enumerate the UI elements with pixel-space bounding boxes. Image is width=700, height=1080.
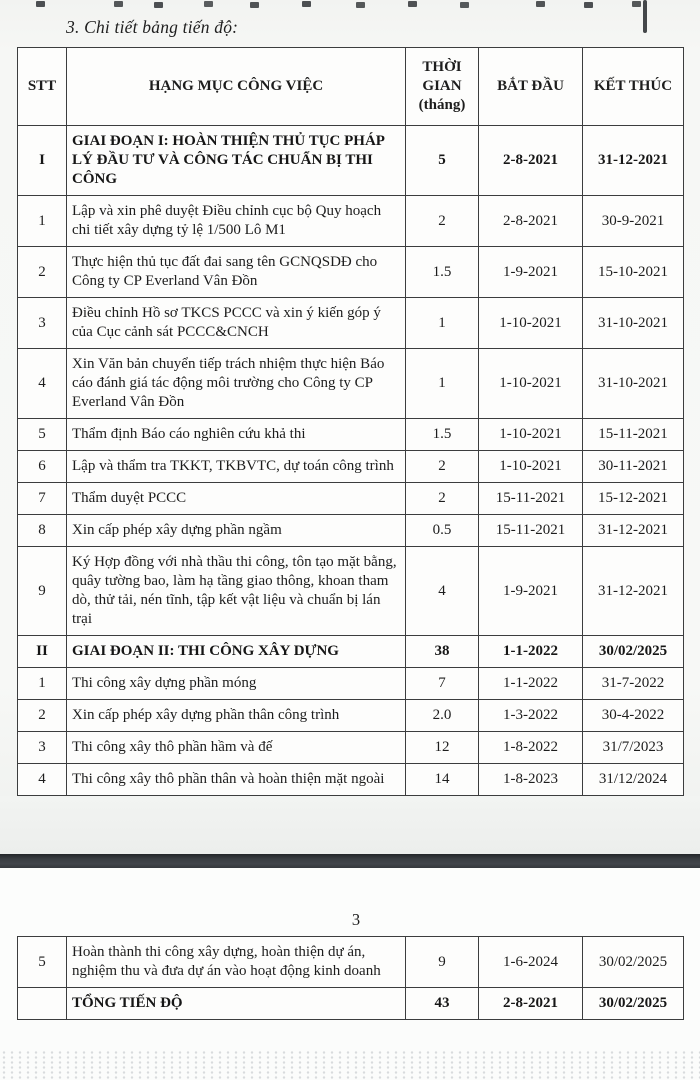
cell-end: 30-9-2021 <box>583 196 684 247</box>
cell-duration: 0.5 <box>406 515 479 547</box>
cell-stt <box>18 988 67 1020</box>
task-row <box>18 700 684 732</box>
cell-task: Thẩm duyệt PCCC <box>67 483 406 515</box>
cell-task: Xin Văn bản chuyển tiếp trách nhiệm thực hiện Báo cáo đánh giá tác động môi trường cho Công ty CP Everland Vân Đồn <box>67 349 406 419</box>
header-row <box>18 48 684 126</box>
cell-end: 15-10-2021 <box>583 247 684 298</box>
task-row <box>18 547 684 636</box>
cell-task: TỔNG TIẾN ĐỘ <box>67 988 406 1020</box>
cell-task: Ký Hợp đồng với nhà thầu thi công, tôn tạo mặt bằng, quây tường bao, làm hạ tầng giao thông, khoan tham dò, thử tải, nén tĩnh, tập kết vật liệu và chuẩn bị lán trại <box>67 547 406 636</box>
cell-end: 31/12/2024 <box>583 764 684 796</box>
cell-stt: 1 <box>18 668 67 700</box>
cell-end: 30-4-2022 <box>583 700 684 732</box>
cell-end: 15-12-2021 <box>583 483 684 515</box>
cell-task: Thẩm định Báo cáo nghiên cứu khả thi <box>67 419 406 451</box>
cell-end: 31-12-2021 <box>583 126 684 196</box>
cell-task: GIAI ĐOẠN I: HOÀN THIỆN THỦ TỤC PHÁP LÝ ĐẦU TƯ VÀ CÔNG TÁC CHUẨN BỊ THI CÔNG <box>67 126 406 196</box>
cell-duration: 14 <box>406 764 479 796</box>
cell-start: 2-8-2021 <box>479 196 583 247</box>
cell-task: Thi công xây thô phần thân và hoàn thiện mặt ngoài <box>67 764 406 796</box>
cell-start: 1-10-2021 <box>479 451 583 483</box>
header-duration <box>406 48 479 126</box>
cell-stt: 5 <box>18 419 67 451</box>
cell-duration: 2 <box>406 196 479 247</box>
cell-end: 31-10-2021 <box>583 349 684 419</box>
cut-off-border-mark <box>643 0 647 33</box>
cell-duration: 2 <box>406 451 479 483</box>
cell-start: 1-9-2021 <box>479 547 583 636</box>
task-row <box>18 764 684 796</box>
cell-end: 30/02/2025 <box>583 937 684 988</box>
section-title: 3. Chi tiết bảng tiến độ: <box>66 17 239 37</box>
cell-start: 1-9-2021 <box>479 247 583 298</box>
cell-start: 1-6-2024 <box>479 937 583 988</box>
cell-end: 30-11-2021 <box>583 451 684 483</box>
cell-start: 2-8-2021 <box>479 126 583 196</box>
cell-start: 1-10-2021 <box>479 419 583 451</box>
section-row <box>18 988 684 1020</box>
cell-stt: 6 <box>18 451 67 483</box>
cell-stt: 4 <box>18 764 67 796</box>
cell-stt: 3 <box>18 732 67 764</box>
task-row <box>18 419 684 451</box>
cell-task: Lập và thẩm tra TKKT, TKBVTC, dự toán công trình <box>67 451 406 483</box>
cell-stt: 8 <box>18 515 67 547</box>
schedule-table-continuation <box>17 936 684 1020</box>
cell-duration: 1.5 <box>406 419 479 451</box>
cell-stt: 4 <box>18 349 67 419</box>
task-row <box>18 451 684 483</box>
task-row <box>18 247 684 298</box>
task-row <box>18 515 684 547</box>
cell-task: Xin cấp phép xây dựng phần thân công trình <box>67 700 406 732</box>
schedule-table <box>17 47 684 796</box>
cell-duration: 1 <box>406 298 479 349</box>
task-row <box>18 196 684 247</box>
cell-duration: 2.0 <box>406 700 479 732</box>
cell-duration: 2 <box>406 483 479 515</box>
cell-start: 1-1-2022 <box>479 636 583 668</box>
header-start: BẮT ĐẦU <box>479 48 583 126</box>
cell-stt: 3 <box>18 298 67 349</box>
scan-halftone-artifact <box>0 1050 700 1080</box>
cell-stt: I <box>18 126 67 196</box>
cell-task: Lập và xin phê duyệt Điều chỉnh cục bộ Quy hoạch chi tiết xây dựng tỷ lệ 1/500 Lô M1 <box>67 196 406 247</box>
cell-duration: 4 <box>406 547 479 636</box>
cell-start: 1-8-2022 <box>479 732 583 764</box>
cut-off-text-fragments <box>0 0 700 9</box>
cell-stt: 9 <box>18 547 67 636</box>
cell-start: 2-8-2021 <box>479 988 583 1020</box>
cell-stt: 5 <box>18 937 67 988</box>
cell-task: Thi công xây thô phần hầm và đế <box>67 732 406 764</box>
header-end: KẾT THÚC <box>583 48 684 126</box>
header-stt: STT <box>18 48 67 126</box>
cell-end: 15-11-2021 <box>583 419 684 451</box>
cell-duration: 1 <box>406 349 479 419</box>
cell-start: 15-11-2021 <box>479 515 583 547</box>
cell-end: 30/02/2025 <box>583 636 684 668</box>
cell-start: 1-3-2022 <box>479 700 583 732</box>
section-row <box>18 126 684 196</box>
cell-stt: II <box>18 636 67 668</box>
task-row <box>18 668 684 700</box>
cell-end: 31-12-2021 <box>583 515 684 547</box>
task-row <box>18 732 684 764</box>
cell-duration: 5 <box>406 126 479 196</box>
cell-stt: 7 <box>18 483 67 515</box>
cell-duration: 9 <box>406 937 479 988</box>
cell-duration: 43 <box>406 988 479 1020</box>
cell-end: 30/02/2025 <box>583 988 684 1020</box>
page-bottom-margin <box>0 796 700 854</box>
cell-stt: 2 <box>18 247 67 298</box>
cell-task: GIAI ĐOẠN II: THI CÔNG XÂY DỰNG <box>67 636 406 668</box>
cell-task: Điều chỉnh Hồ sơ TKCS PCCC và xin ý kiến góp ý của Cục cảnh sát PCCC&CNCH <box>67 298 406 349</box>
cell-duration: 38 <box>406 636 479 668</box>
cell-end: 31-10-2021 <box>583 298 684 349</box>
cell-end: 31/7/2023 <box>583 732 684 764</box>
header-task: HẠNG MỤC CÔNG VIỆC <box>67 48 406 126</box>
cell-start: 15-11-2021 <box>479 483 583 515</box>
cell-start: 1-10-2021 <box>479 298 583 349</box>
task-row <box>18 298 684 349</box>
section-row <box>18 636 684 668</box>
cell-start: 1-10-2021 <box>479 349 583 419</box>
task-row <box>18 349 684 419</box>
page-number: 3 <box>351 910 361 929</box>
cell-task: Thực hiện thủ tục đất đai sang tên GCNQSDĐ cho Công ty CP Everland Vân Đồn <box>67 247 406 298</box>
cell-duration: 1.5 <box>406 247 479 298</box>
cell-duration: 12 <box>406 732 479 764</box>
cell-start: 1-8-2023 <box>479 764 583 796</box>
cell-stt: 1 <box>18 196 67 247</box>
cell-end: 31-12-2021 <box>583 547 684 636</box>
task-row <box>18 937 684 988</box>
cell-stt: 2 <box>18 700 67 732</box>
cell-duration: 7 <box>406 668 479 700</box>
header-duration-label: THỜI GIAN <box>422 59 462 94</box>
task-row <box>18 483 684 515</box>
page-3-region <box>0 868 700 1020</box>
cell-task: Hoàn thành thi công xây dựng, hoàn thiện dự án, nghiệm thu và đưa dự án vào hoạt động kinh doanh <box>67 937 406 988</box>
page-separator-bar <box>0 854 700 868</box>
cell-task: Xin cấp phép xây dựng phần ngầm <box>67 515 406 547</box>
cell-start: 1-1-2022 <box>479 668 583 700</box>
cell-task: Thi công xây dựng phần móng <box>67 668 406 700</box>
cell-end: 31-7-2022 <box>583 668 684 700</box>
header-duration-unit: (tháng) <box>418 97 466 113</box>
